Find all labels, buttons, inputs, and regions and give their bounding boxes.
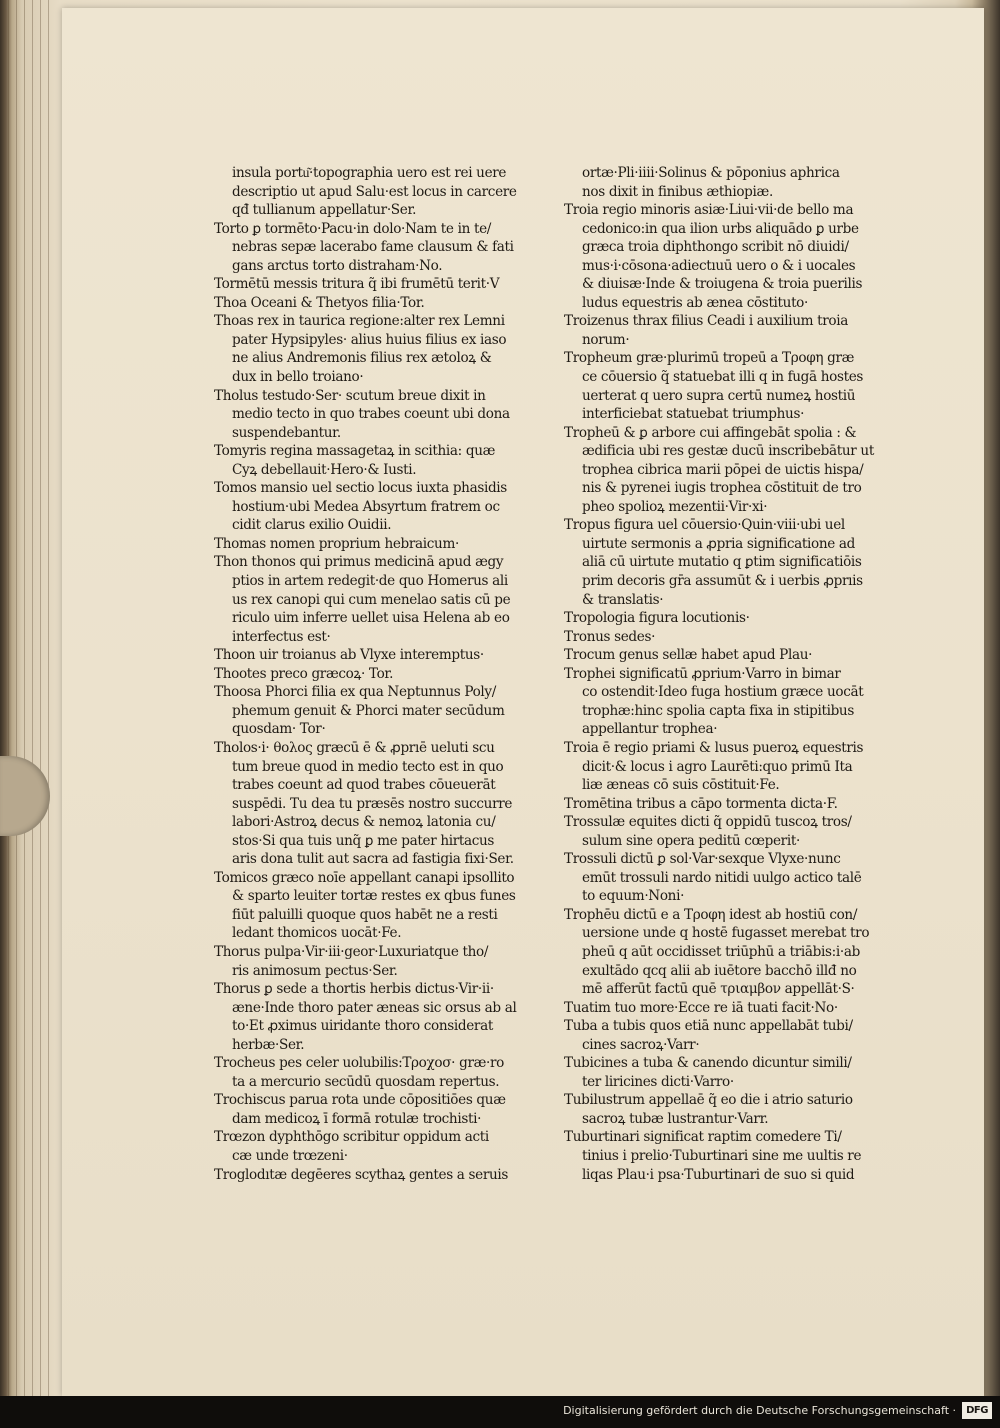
text-line: liqas Plau·i psa·Tuburtinari de suo si quid xyxy=(582,1166,855,1183)
page-stack-edge xyxy=(8,0,9,1398)
text-line: Tomyris regina massagetaꝝ in scithia: quæ xyxy=(214,443,496,460)
text-line: cines sacroꝝ·Varr· xyxy=(582,1036,700,1053)
right-text-column xyxy=(564,164,966,1184)
text-line: Thoas rex in taurica regione:alter rex Lemni xyxy=(214,313,505,330)
text-line: dux in bello troiano· xyxy=(232,369,364,386)
text-line: Tropheum græ·plurimū tropeū a Τροφη græ xyxy=(564,350,855,367)
text-line: ludus equestris ab ænea cōstituto· xyxy=(582,294,808,311)
text-line: liæ æneas cō suis cōstituit·Fe. xyxy=(582,777,780,794)
text-line: Torto ꝑ tormēto·Pacu·in dolo·Nam te in te/ xyxy=(214,220,492,237)
text-line: prim decoris gr̄a assumūt & i uerbis ꝓprıis xyxy=(582,573,863,590)
text-line: ris animosum pectus·Ser. xyxy=(232,962,398,979)
text-line: Thorus ꝑ sede a thortis herbis dictus·Vir·ii· xyxy=(214,981,494,998)
text-line: dam medicoꝝ ī formā rotulæ trochisti· xyxy=(232,1110,482,1127)
text-line: nis & pyrenei iugis trophea cōstituit de tro xyxy=(582,480,862,497)
text-line: suspendebantur. xyxy=(232,424,341,441)
text-line: Thomas nomen proprium hebraicum· xyxy=(214,535,459,552)
text-line: cidit clarus exilio Ouidii. xyxy=(232,517,392,534)
page-stack-edge xyxy=(24,0,25,1398)
dfg-logo: DFG xyxy=(962,1402,992,1419)
text-line: & translatis· xyxy=(582,591,664,608)
text-line: exultādo qcq alii ab iuētore bacchō illđ no xyxy=(582,962,857,979)
text-line: Troia ē regio priami & lusus pueroꝝ equestris xyxy=(564,739,864,756)
text-line: Tropus figura uel cōuersio·Quin·viii·ubi uel xyxy=(564,517,845,534)
text-line: Tropologia figura locutionis· xyxy=(564,610,750,627)
text-line: mus·i·cōsona·adiectıuū uero o & i uocales xyxy=(582,257,856,274)
text-line: tum breue quod in medio tecto est in quo xyxy=(232,758,504,775)
text-line: emūt trossuli nardo nitidi uulgo actico talē xyxy=(582,869,862,886)
text-line: aliā cū uirtute mutatio q ꝑtim significatiōis xyxy=(582,554,862,571)
text-line: Thoon uir troianus ab Vlyxe interemptus· xyxy=(214,647,484,664)
text-line: nos dixit in finibus æthiopiæ. xyxy=(582,183,773,200)
text-line: ledant thomicos uocāt·Fe. xyxy=(232,925,402,942)
text-line: Trocheus pes celer uolubilis:Τροχοσ· græ·ro xyxy=(214,1055,504,1072)
text-line: gans arctus torto distraham·No. xyxy=(232,257,443,274)
text-line: Tomicos græco noīe appellant canapi ipsollito xyxy=(214,869,515,886)
text-line: Tronus sedes· xyxy=(564,628,656,645)
text-line: pheo spolioꝝ mezentii·Vir·xi· xyxy=(582,498,768,515)
text-line: trophea cibrica marii pōpei de uictis hispa/ xyxy=(582,461,864,478)
text-line: dicit·& locus i agro Laurēti:quo primū Ita xyxy=(582,758,853,775)
text-line: Thon thonos qui primus medicinā apud ægy xyxy=(214,554,504,571)
text-line: uerterat q uero supra certū numeꝝ hostiū xyxy=(582,387,856,404)
text-line: Trophei significatū ꝓprium·Varro in bimar xyxy=(564,665,841,682)
text-line: medio tecto in quo trabes coeunt ubi dona xyxy=(232,406,510,423)
text-line: riculo uim inferre uellet uisa Helena ab eo xyxy=(232,610,510,627)
text-line: Tormētū messis tritura q̃ ibi frumētū terit·V xyxy=(214,276,500,293)
text-line: Tuba a tubis quos etiā nunc appellabāt tubi/ xyxy=(564,1018,853,1035)
text-line: labori·Astroꝝ decus & nemoꝝ latonia cu/ xyxy=(232,814,496,831)
text-line: Thoa Oceani & Thetyos filia·Tor. xyxy=(214,294,425,311)
text-line: quosdam· Tor· xyxy=(232,721,326,738)
left-text-column xyxy=(214,164,606,1184)
text-line: Trossulæ equites dicti q̃ oppidū tuscoꝝ tros/ xyxy=(564,814,852,831)
text-line: Thootes preco græcoꝝ· Tor. xyxy=(214,665,394,682)
page-stack-edge xyxy=(48,0,49,1398)
text-line: græca troia diphthongo scribit nō diuidi/ xyxy=(582,239,849,256)
text-line: & diuisæ·Inde & troiugena & troia puerilis xyxy=(582,276,863,293)
text-line: trophæ:hinc spolia capta fixa in stipitibus xyxy=(582,702,854,719)
text-line: insula portu͂·topographia uero est rei uere xyxy=(232,165,507,181)
text-line: cedonico:in qua ilion urbs aliquādo ꝑ urbe xyxy=(582,220,859,237)
text-line: Trocum genus sellæ habet apud Plau· xyxy=(564,647,813,664)
page-stack-edge xyxy=(40,0,41,1398)
text-line: descriptio ut apud Salu·est locus in carcere xyxy=(232,183,517,200)
text-line: norum· xyxy=(582,331,630,348)
text-line: appellantur trophea· xyxy=(582,721,718,738)
text-line: & sparto leuiter tortæ restes ex qbus funes xyxy=(232,888,516,905)
text-line: ædificia ubi res gestæ ducū inscribebātur ut xyxy=(582,443,874,460)
text-line: ta a mercurio secūdū quosdam repertus. xyxy=(232,1073,500,1090)
text-line: interficiebat statuebat triumphus· xyxy=(582,406,805,423)
text-line: us rex canopi qui cum menelao satis cū pe xyxy=(232,591,511,608)
text-line: Trœzon dyphthōgo scribitur oppidum acti xyxy=(214,1129,489,1146)
text-line: pater Hypsipyles· alius huius filius ex iaso xyxy=(232,331,507,348)
text-line: æne·Inde thoro pater æneas sic orsus ab al xyxy=(232,999,517,1016)
text-line: tinius i prelio·Tuburtinari sine me uultis re xyxy=(582,1147,862,1164)
text-line: Troia regio minoris asiæ·Liui·vii·de bello ma xyxy=(564,202,854,219)
text-line: ne alius Andremonis filius rex ætoloꝝ & xyxy=(232,350,492,367)
text-line: nebras sepæ lacerabo fame clausum & fati xyxy=(232,239,514,256)
text-line: suspēdi. Tu dea tu præsēs nostro succurre xyxy=(232,795,513,812)
text-line: interfectus est· xyxy=(232,628,331,645)
text-line: qđ tullianum appellatur·Ser. xyxy=(232,202,417,219)
text-line: ce cōuersio q̃ statuebat illi q in fugā hostes xyxy=(582,369,864,386)
text-line: Tomos mansio uel sectio locus iuxta phasidis xyxy=(214,480,507,497)
text-line: Trophēu dictū e a Τροφη idest ab hostiū con/ xyxy=(564,906,858,923)
page-stack-edge xyxy=(16,0,17,1398)
text-line: Cyꝝ debellauit·Hero·& Iusti. xyxy=(232,461,417,478)
text-line: trabes coeunt ad quod trabes cōueuerāt xyxy=(232,777,496,794)
text-line: ptios in artem redegit·de quo Homerus ali xyxy=(232,573,508,590)
text-line: Tubicines a tuba & canendo dicuntur simili/ xyxy=(564,1055,852,1072)
text-line: ortæ·Pli·iiii·Solinus & pōponius aphrica xyxy=(582,165,840,181)
text-line: uirtute sermonis a ꝓpria significatione ad xyxy=(582,535,856,552)
text-line: stos·Si qua tuis unq̃ ꝑ me pater hirtacus xyxy=(232,832,495,849)
text-line: Troizenus thrax filius Ceadi i auxilium troia xyxy=(564,313,849,330)
text-line: Thorus pulpa·Vir·iii·geor·Luxuriatque tho/ xyxy=(214,943,489,960)
text-line: sulum sine opera peditū cœperit· xyxy=(582,832,800,849)
text-line: Troglodıtæ degēeres scythaꝝ gentes a seruis xyxy=(214,1166,509,1183)
text-line: uersione unde q hostē fugasset merebat tro xyxy=(582,925,870,942)
text-line: cæ unde trœzeni· xyxy=(232,1147,348,1164)
text-line: Tromētina tribus a cāpo tormenta dicta·F. xyxy=(564,795,838,812)
text-line: Tholus testudo·Ser· scutum breue dixit in xyxy=(214,387,486,404)
text-line: ter liricines dicti·Varro· xyxy=(582,1073,734,1090)
text-line: herbæ·Ser. xyxy=(232,1036,305,1053)
text-line: to equum·Noni· xyxy=(582,888,685,905)
text-line: to·Et ꝓximus uiridante thoro considerat xyxy=(232,1018,493,1035)
text-line: sacroꝝ tubæ lustrantur·Varr. xyxy=(582,1110,769,1127)
text-line: Tholos·i· θολος græcū ē & ꝓprıē ueluti scu xyxy=(214,739,495,756)
text-line: pheū q aūt occidisset triūphū a triābis:i·ab xyxy=(582,943,860,960)
text-line: Tubilustrum appellaē q̃ eo die i atrio saturio xyxy=(564,1092,853,1109)
text-line: phemum genuit & Phorci mater secūdum xyxy=(232,702,505,719)
text-line: Thoosa Phorci filia ex qua Neptunnus Poly/ xyxy=(214,684,496,701)
footer-credit: Digitalisierung gefördert durch die Deutsche Forschungsgemeinschaft · xyxy=(563,1404,956,1417)
text-line: Tuburtinari significat raptim comedere Ti/ xyxy=(564,1129,842,1146)
text-line: co ostendit·Ideo fuga hostium græce uocāt xyxy=(582,684,864,701)
text-line: aris dona tulit aut sacra ad fastigia fixi·Ser. xyxy=(232,851,514,868)
text-line: Trossuli dictū ꝑ sol·Var·sexque Vlyxe·nunc xyxy=(564,851,841,868)
text-line: mē afferūt factū quē τριαμβον appellāt·S· xyxy=(582,981,855,998)
text-line: Tuatim tuo more·Ecce re iā tuati facit·No· xyxy=(564,999,838,1016)
page-stack-edge xyxy=(32,0,33,1398)
book-page xyxy=(62,8,984,1396)
text-line: hostium·ubi Medea Absyrtum fratrem oc xyxy=(232,498,500,515)
text-line: fiūt paluilli quoque quos habēt ne a resti xyxy=(232,906,498,923)
text-line: Tropheū & ꝑ arbore cui affingebāt spolia : & xyxy=(564,424,857,441)
text-line: Trochiscus parua rota unde cōpositiōes quæ xyxy=(214,1092,506,1109)
